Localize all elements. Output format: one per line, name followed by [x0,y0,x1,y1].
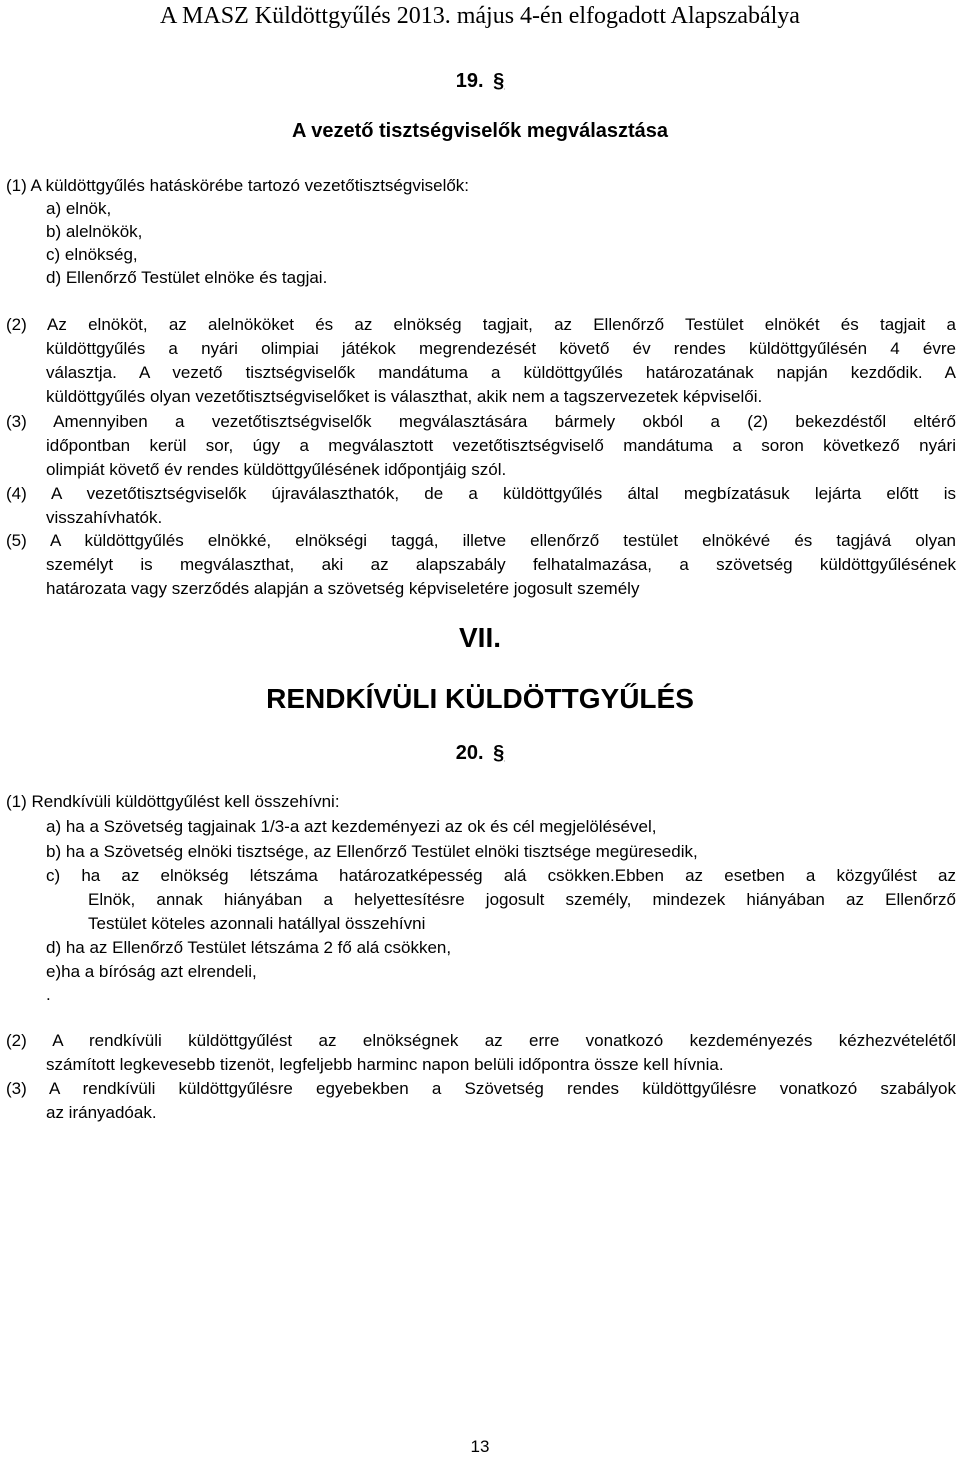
s19-p3-line-3: olimpiát követő év rendes küldöttgyűlésének időpontjáig szól. [46,460,507,479]
s19-p5-line-1: (5) A küldöttgyűlés elnökké, elnökségi taggá, illetve ellenőrző testület elnökévé és tagjává olyan [6,531,956,550]
chapter-title: RENDKÍVÜLI KÜLDÖTTGYŰLÉS [266,683,694,714]
s19-p3-line-2: időpontban kerül sor, úgy a megválasztott vezetőtisztségviselő mandátuma a soron következő nyári [46,436,956,455]
section-20-heading [0,742,960,765]
page-number: 13 [470,1437,490,1456]
s20-p1-dot: . [46,985,51,1004]
s19-p2-line-2: küldöttgyűlés a nyári olimpiai játékok megrendezését követő év rendes küldöttgyűlésén 4 évre [46,339,956,358]
s19-p3-line-1: (3) Amennyiben a vezetőtisztségviselők megválasztására bármely okból a (2) bekezdéstől eltérő [6,412,956,431]
s19-p4-line-2: visszahívhatók. [46,508,163,527]
s19-p2-line-4: küldöttgyűlés olyan vezetőtisztségviselőket is választhat, akik nem a tagszervezetek képviselői. [46,387,763,406]
section-mark: § [493,742,505,764]
s19-p1-intro: (1) A küldöttgyűlés hatáskörébe tartozó vezetőtisztségviselők: [6,176,470,195]
page-header: A MASZ Küldöttgyűlés 2013. május 4-én elfogadott Alapszabálya [160,3,800,29]
s19-p2-line-3: választja. A vezető tisztségviselők mandátuma a küldöttgyűlés határozatának napján kezdődik. A [46,363,956,382]
s20-p2-line-2: számított legkevesebb tizenöt, legfeljebb harminc napon belüli időpontra össze kell hívnia. [46,1055,724,1074]
s20-p1-item-b: b) ha a Szövetség elnöki tisztsége, az Ellenőrző Testület elnöki tisztsége megüresedik, [46,842,698,861]
s20-p1-item-a: a) ha a Szövetség tagjainak 1/3-a azt kezdeményezi az ok és cél megjelölésével, [46,817,657,836]
s19-p1-item-b: b) alelnökök, [46,222,143,241]
s20-p1-item-c-line-1: c) ha az elnökség létszáma határozatképesség alá csökken.Ebben az esetben a közgyűlést az [46,866,956,885]
s20-p1-item-c-line-3: Testület köteles azonnali hatállyal összehívni [88,914,426,933]
s19-p1-item-d: d) Ellenőrző Testület elnöke és tagjai. [46,268,328,287]
s20-p3-line-2: az irányadóak. [46,1103,157,1122]
s19-p1-item-a: a) elnök, [46,199,112,218]
s20-p2-line-1: (2) A rendkívüli küldöttgyűlést az elnökségnek az erre vonatkozó kezdeményezés kézhezvételétől [6,1031,956,1050]
section-mark: § [493,70,505,92]
s20-p1-intro: (1) Rendkívüli küldöttgyűlést kell összehívni: [6,792,340,811]
s20-p1-item-d: d) ha az Ellenőrző Testület létszáma 2 fő alá csökken, [46,938,452,957]
s19-p2-line-1: (2) Az elnököt, az alelnököket és az elnökség tagjait, az Ellenőrző Testület elnökét és tagjait a [6,315,956,334]
s19-p1-item-c: c) elnökség, [46,245,138,264]
s20-p3-line-1: (3) A rendkívüli küldöttgyűlésre egyebekben a Szövetség rendes küldöttgyűlésre vonatkozó szabályok [6,1079,956,1098]
section-19-heading [0,70,960,93]
s19-p5-line-3: határozata vagy szerződés alapján a szövetség képviseletére jogosult személy [46,579,640,598]
chapter-number: VII. [458,622,501,653]
s20-p1-item-c-line-2: Elnök, annak hiányában a helyettesítésre jogosult személy, mindezek hiányában az Ellenőrző [88,890,956,909]
section-19-title: A vezető tisztségviselők megválasztása [291,120,669,142]
s19-p4-line-1: (4) A vezetőtisztségviselők újraválaszthatók, de a küldöttgyűlés által megbízatásuk lejárta előtt is [6,484,956,503]
s20-p1-item-e: e)ha a bíróság azt elrendeli, [46,962,257,981]
section-number: 19. [455,70,484,92]
s19-p5-line-2: személyt is megválaszthat, aki az alapszabály felhatalmazása, a szövetség küldöttgyűlésének [46,555,956,574]
section-number: 20. [455,742,484,764]
